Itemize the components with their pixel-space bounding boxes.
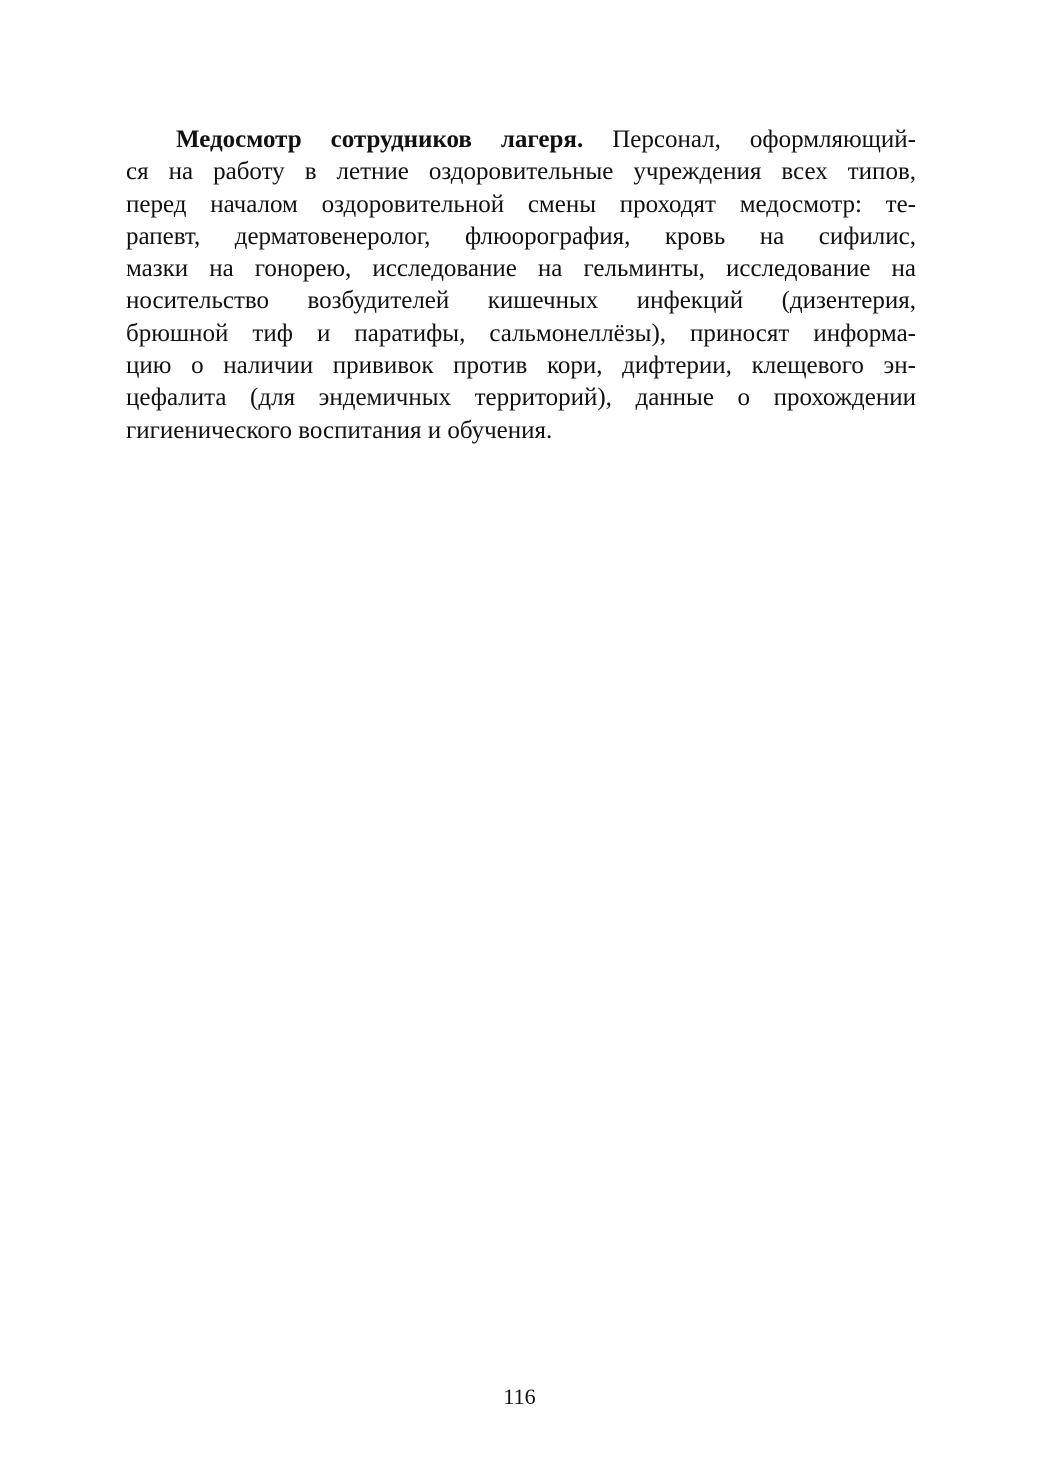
page-number: 116 bbox=[503, 1384, 536, 1409]
section-heading: Медосмотр сотрудников лагеря. bbox=[176, 126, 584, 153]
paragraph-line-7: брюшной тиф и паратифы, сальмонеллёзы), приносят информа- bbox=[126, 319, 916, 347]
paragraph-line-1 bbox=[126, 124, 916, 156]
paragraph-line-6: носительство возбудителей кишечных инфекций (дизентерия, bbox=[126, 287, 916, 315]
paragraph-line-1-text: Персонал, оформляющий- bbox=[612, 126, 917, 153]
paragraph-line-2: ся на работу в летние оздоровительные учреждения всех типов, bbox=[126, 158, 916, 186]
paragraph-line-4: рапевт, дерматовенеролог, флюорография, кровь на сифилис, bbox=[126, 222, 916, 250]
paragraph-line-8: цию о наличии прививок против кори, дифтерии, клещевого эн- bbox=[126, 352, 916, 380]
paragraph-line-9: цефалита (для эндемичных территорий), данные о прохождении bbox=[126, 384, 916, 412]
body-paragraph bbox=[126, 124, 916, 447]
paragraph-line-3: перед началом оздоровительной смены проходят медосмотр: те- bbox=[126, 190, 916, 218]
paragraph-line-10: гигиенического воспитания и обучения. bbox=[126, 416, 553, 444]
paragraph-line-5: мазки на гонорею, исследование на гельминты, исследование на bbox=[126, 255, 916, 283]
